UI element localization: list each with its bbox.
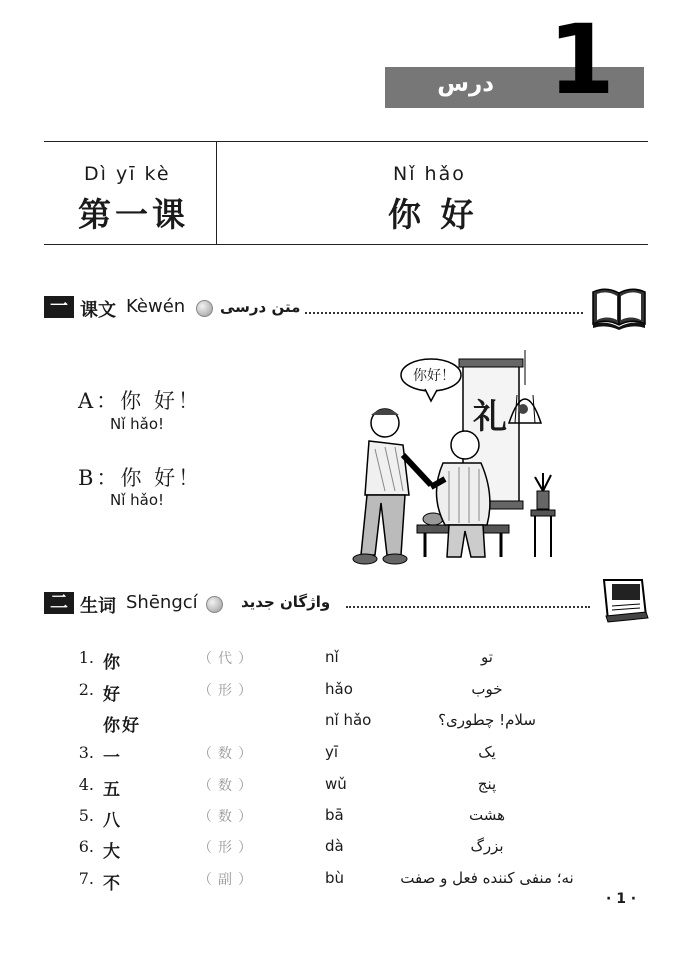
vocab-hanzi: 你好 <box>103 716 141 736</box>
divider-top <box>44 141 648 142</box>
section-1-title-fa: متن درسی <box>220 298 301 316</box>
vocab-number: 7. <box>78 869 94 888</box>
dialogue-b-hanzi: 你 好！ <box>120 466 203 490</box>
vocab-meaning: خوب <box>471 680 503 698</box>
vocab-hanzi: 不 <box>103 874 122 894</box>
vocab-pinyin: bā <box>325 806 344 824</box>
vocab-pinyin: dà <box>325 837 344 855</box>
vocab-number: 1. <box>78 648 94 667</box>
speaker-a: A： <box>78 389 121 413</box>
section-2-number: 二 <box>44 592 74 614</box>
vocab-meaning: بزرگ <box>470 837 504 855</box>
dotted-leader <box>346 606 590 608</box>
vocab-meaning: هشت <box>468 806 506 824</box>
vocab-hanzi: 八 <box>103 811 122 831</box>
lesson-label: درس <box>437 71 494 97</box>
vocab-number: 3. <box>78 743 94 762</box>
divider-bottom <box>44 244 648 245</box>
topic-hanzi: 你 好 <box>388 195 478 234</box>
vocab-meaning: تو <box>481 648 493 666</box>
divider-vertical <box>216 141 217 245</box>
dialogue-a-hanzi: 你 好！ <box>120 389 202 413</box>
vocab-pos: （形） <box>198 683 258 699</box>
topic-pinyin: Nǐ hǎo <box>393 163 466 185</box>
vocab-meaning: نه؛ منفی کننده فعل و صفت <box>400 869 574 887</box>
vocab-meaning: سلام! چطوری؟ <box>438 711 536 729</box>
vocab-pinyin: yī <box>325 743 339 761</box>
section-1-number: 一 <box>44 296 74 318</box>
lesson-title-hanzi: 第一课 <box>78 195 189 234</box>
dialogue-a-pinyin: Nǐ hǎo! <box>110 415 165 433</box>
calligraphy-scroll: 礼 <box>473 397 507 437</box>
vocab-number: 6. <box>78 837 94 856</box>
book-icon <box>590 284 648 334</box>
vocab-pinyin: wǔ <box>325 775 347 793</box>
vocab-hanzi: 好 <box>103 685 122 705</box>
dotted-leader <box>305 312 583 314</box>
dialogue-line-a <box>78 385 202 415</box>
vocab-pos: （副） <box>198 872 258 888</box>
lesson-number: 1 <box>548 4 615 116</box>
vocab-hanzi: 一 <box>103 748 122 768</box>
section-1-title: 课文 <box>80 300 116 321</box>
vocab-hanzi: 大 <box>103 842 122 862</box>
vocab-pos: （数） <box>198 778 258 794</box>
vocab-pinyin: nǐ <box>325 648 339 666</box>
vocab-hanzi: 你 <box>103 653 122 673</box>
greeting-illustration <box>325 345 575 573</box>
section-1-pinyin: Kèwén <box>126 296 186 317</box>
lesson-title-pinyin: Dì yī kè <box>84 163 171 185</box>
vocab-pinyin: bù <box>325 869 345 887</box>
speech-bubble-text: 你好！ <box>413 368 455 384</box>
vocab-meaning: یک <box>478 743 496 761</box>
calendar-icon <box>598 576 650 628</box>
vocab-number: 4. <box>78 775 94 794</box>
vocab-pos: （形） <box>198 840 258 856</box>
dialogue-b-pinyin: Nǐ hǎo! <box>110 491 165 509</box>
dialogue-line-b <box>78 462 202 492</box>
page-number: · 1 · <box>606 891 637 907</box>
vocab-pos: （数） <box>198 809 258 825</box>
vocab-pos: （数） <box>198 746 258 762</box>
bullet-icon <box>196 300 213 317</box>
vocab-pinyin: nǐ hǎo <box>325 711 372 729</box>
section-2-pinyin: Shēngcí <box>126 592 198 613</box>
vocab-pos: （代） <box>198 651 258 667</box>
vocab-meaning: پنج <box>477 775 497 793</box>
bullet-icon <box>206 596 223 613</box>
section-2-title-fa: واژگان جدید <box>241 593 331 611</box>
section-2-title: 生词 <box>80 596 116 617</box>
vocab-hanzi: 五 <box>103 780 122 800</box>
vocab-number: 2. <box>78 680 94 699</box>
vocab-number: 5. <box>78 806 94 825</box>
vocab-pinyin: hǎo <box>325 680 353 698</box>
speaker-b: B： <box>78 466 121 490</box>
